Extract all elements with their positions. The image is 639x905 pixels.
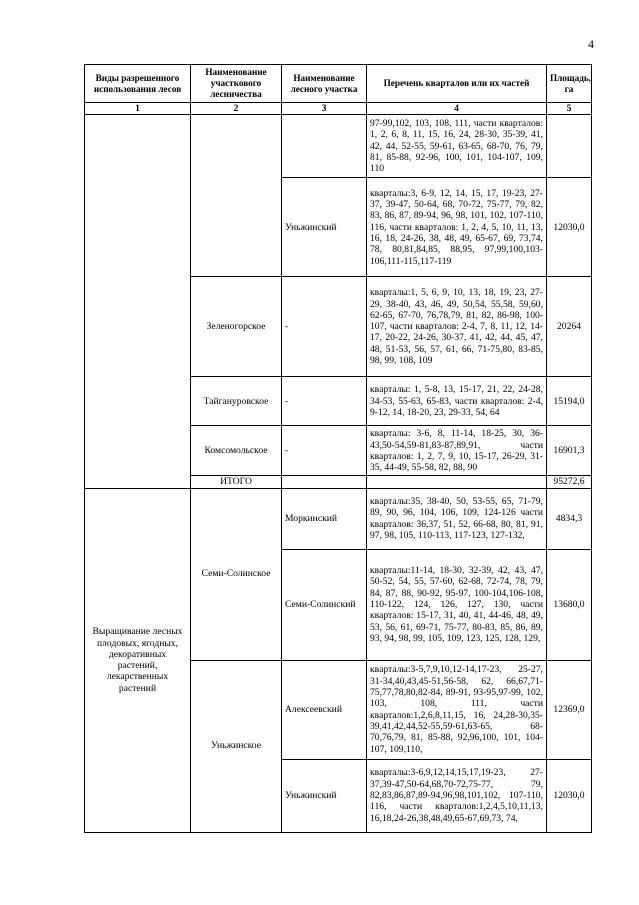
district-cell: Семи-Солинское [191,488,282,660]
district-cell: Зеленогорское [191,277,282,377]
table-row [85,115,592,178]
total-empty-cell [367,476,547,488]
total-empty-cell [282,476,367,488]
column-number: 3 [282,103,367,115]
plot-cell: - [282,277,367,377]
district-cell: Комсомольское [191,426,282,476]
column-number: 4 [367,103,547,115]
area-cell [547,115,592,178]
quarters-cell: кварталы:3-5,7,9,10,12-14,17-23, 25-27, 31-34,40,43,45-51,56-58, 62, 66,67,71-75,77,78,80,82-84, 89-91, 93-95,97-99, 102, 103, 108, 111, части кварталов:1,2,6,8,11,15, 16, 24,28-30,35-39,41,42,44,52-55,59-61,63-65, 68-70,76,79, 81, 85-88, 92,96,100, 101, 104-107, 109,110, [367,660,547,759]
quarters-cell: кварталы: 1, 5-8, 13, 15-17, 21, 22, 24-28, 34-53, 55-63, 65-83, части кварталов: 2-4, 9-12, 14, 18-20, 23, 29-33, 54, 64 [367,377,547,426]
area-cell: 12030,0 [547,178,592,277]
plot-cell: - [282,426,367,476]
plot-cell: - [282,377,367,426]
plot-cell: Уньжинский [282,759,367,832]
district-cell [191,115,282,277]
page-number: 4 [588,37,594,51]
quarters-cell: 97-99,102, 103, 108, 111, части кварталов: 1, 2, 6, 8, 11, 15, 16, 24, 28-30, 35-39, 41, 42, 44, 52-55, 59-61, 63-65, 68-70, 76, 79, 81, 85-88, 92-96, 100, 101, 104-107, 109, 110 [367,115,547,178]
use-type-cell: Выращивание лесных плодовых, ягодных, декоративных растений, лекарственных растений [85,488,191,832]
area-cell: 12030,0 [547,759,592,832]
district-cell: Тайгануровское [191,377,282,426]
use-type-cell-empty [85,115,191,488]
plot-cell: Моркинский [282,488,367,549]
area-cell: 13680,0 [547,549,592,660]
area-cell: 4834,3 [547,488,592,549]
header-row [85,65,592,103]
quarters-cell: кварталы:35, 38-40, 50, 53-55, 65, 71-79, 89, 90, 96, 104, 106, 109, 124-126 части кварталов: 36,37, 51, 52, 66-68, 80, 81, 91, 97, 98, 105, 110-113, 117-123, 127-132, [367,488,547,549]
quarters-cell: кварталы: 3-6, 8, 11-14, 18-25, 30, 36-43,50-54,59-81,83-87,89,91, части кварталов: 1, 2, 7, 9, 10, 15-17, 26-29, 31-35, 44-49, 55-58, 82, 88, 90 [367,426,547,476]
total-area: 95272,6 [547,476,592,488]
header-plot: Наименование лесного участка [282,65,367,103]
header-use-type: Виды разрешенного использования лесов [85,65,191,103]
area-cell: 15194,0 [547,377,592,426]
area-cell: 12369,0 [547,660,592,759]
quarters-cell: кварталы:1, 5, 6, 9, 10, 13, 18, 19, 23, 27-29, 38-40, 43, 46, 49, 50,54, 55,58, 59,60, 62-65, 67-70, 76,78,79, 81, 82, 86-98, 100-107, части кварталов: 2-4, 7, 8, 11, 12, 14-17, 20-22, 24-26, 30-37, 41, 42, 44, 45, 47, 48, 51-53, 56, 57, 61, 66, 71-75,80, 83-85, 98, 99, 108, 109 [367,277,547,377]
plot-cell: Алексеевский [282,660,367,759]
table-row [85,488,592,549]
plot-cell: Уньжинский [282,178,367,277]
area-cell: 20264 [547,277,592,377]
plot-cell [282,115,367,178]
quarters-cell: кварталы:3-6,9,12,14,15,17,19-23, 27-37,39-47,50-64,68,70-72,75-77, 79, 82,83,86,87,89-94,96,98,101,102, 107-110, 116, части кварталов:1,2,4,5,10,11,13, 16,18,24-26,38,48,49,65-67,69,73, 74, [367,759,547,832]
district-cell: Уньжинское [191,660,282,832]
column-number-row [85,103,592,115]
area-cell: 16901,3 [547,426,592,476]
plot-cell: Семи-Солинский [282,549,367,660]
column-number: 5 [547,103,592,115]
forest-quarters-table [84,64,592,833]
header-district: Наименование участкового лесничества [191,65,282,103]
column-number: 2 [191,103,282,115]
header-quarters: Перечень кварталов или их частей [367,65,547,103]
column-number: 1 [85,103,191,115]
quarters-cell: кварталы:3, 6-9, 12, 14, 15, 17, 19-23, 27-37, 39-47, 50-64, 68, 70-72, 75-77, 79, 82, 83, 86, 87, 89-94, 96, 98, 101, 102, 107-110, 116, части кварталов: 1, 2, 4, 5, 10, 11, 13, 16, 18, 24-26, 38, 48, 49, 65-67, 69, 73,74, 78, 80,81,84,85, 88,95, 97,99,100,103-106,111-115,117-119 [367,178,547,277]
header-area: Площадь, га [547,65,592,103]
total-label: ИТОГО [191,476,282,488]
quarters-cell: кварталы:11-14, 18-30, 32-39, 42, 43, 47, 50-52, 54, 55, 57-60, 62-68, 72-74, 78, 79, 84, 87, 88, 90-92, 95-97, 100-104,106-108, 110-122, 124, 126, 127, 130, части кварталов: 15-17, 31, 40, 41, 44-46, 48, 49, 53, 56, 61, 69-71, 75-77, 80-83, 85, 86, 89, 93, 94, 98, 99, 105, 109, 123, 125, 128, 129, [367,549,547,660]
